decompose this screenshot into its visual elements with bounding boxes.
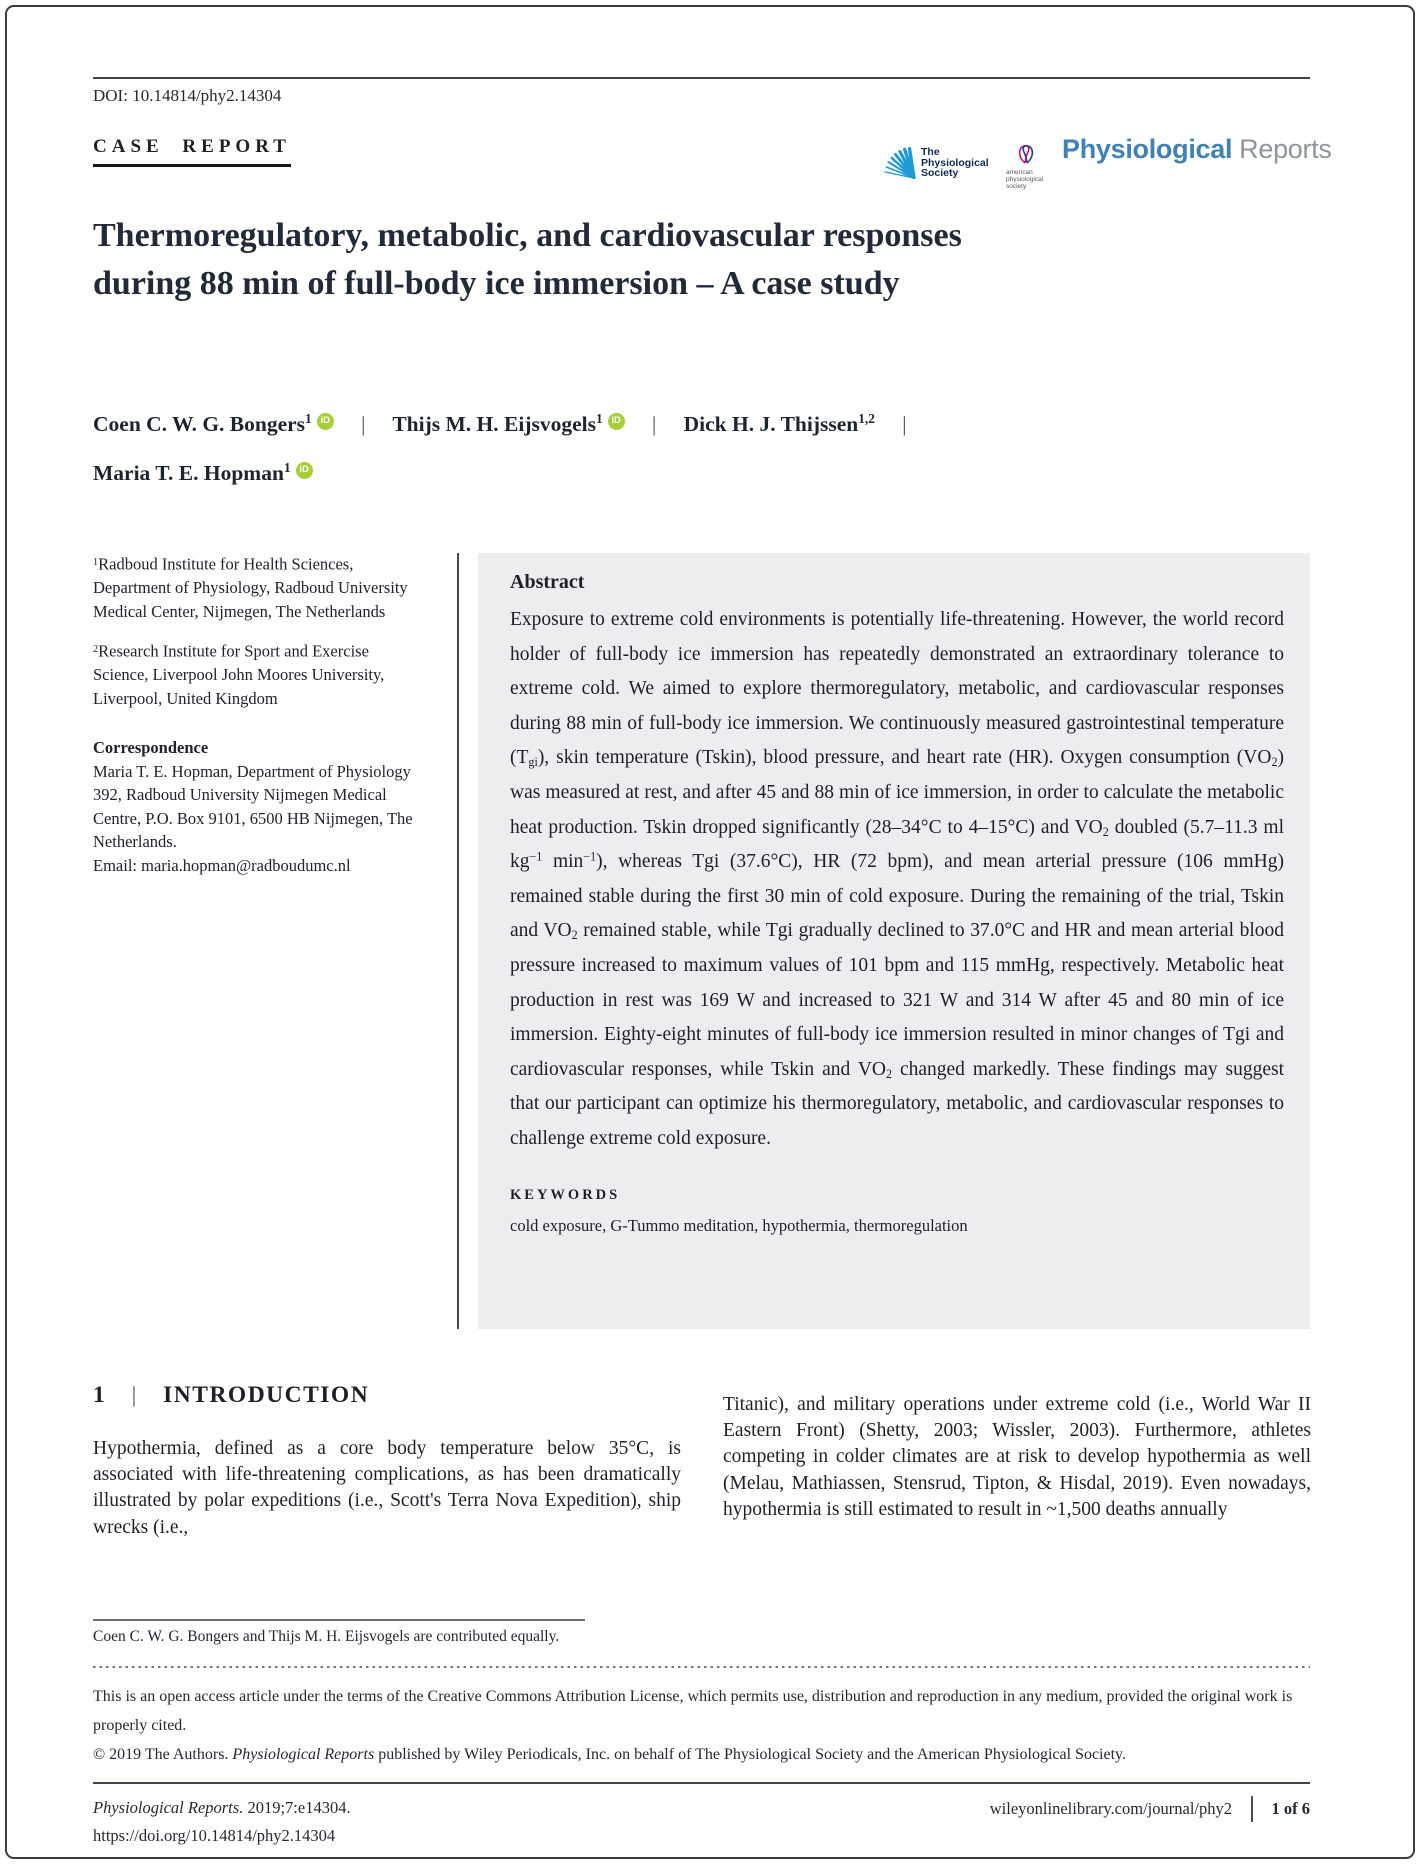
author-separator: |	[652, 412, 657, 437]
authors-block	[93, 404, 1273, 502]
section-title: INTRODUCTION	[163, 1382, 370, 1408]
aps-name	[1006, 170, 1052, 190]
footer-right	[990, 1796, 1310, 1822]
orcid-icon[interactable]: iD	[608, 413, 625, 430]
article-title	[93, 212, 1273, 308]
section-separator: |	[131, 1382, 137, 1407]
society-name-line2: Physiological	[921, 156, 989, 169]
section-number: 1	[93, 1382, 105, 1408]
journal-name-secondary: Reports	[1239, 134, 1332, 164]
article-type-label: CASE REPORT	[93, 136, 291, 167]
journal-logo	[1062, 134, 1332, 165]
authors-row-1	[93, 404, 1273, 439]
abstract-panel	[478, 553, 1310, 1329]
dashed-divider	[93, 1666, 1310, 1668]
aps-swirl-icon	[1014, 152, 1038, 169]
affiliation-1: $^1$Radboud Institute for Health Sciences, Department of Physiology, Radboud University Medical Center, Nijmegen, The Netherlands	[93, 554, 408, 621]
intro-column-left: Hypothermia, defined as a core body temperature below 35°C, is associated with life-threatening complications, as has been dramatically illustrated by polar expeditions (i.e., Scott's Terra Nova Expedition), ship wrecks (i.e.,	[93, 1438, 681, 1538]
journal-name-primary: Physiological	[1062, 134, 1233, 164]
abstract-heading: Abstract	[510, 571, 585, 593]
citation-doi[interactable]: https://doi.org/10.14814/phy2.14304	[93, 1825, 336, 1845]
page-indicator: 1 of 6	[1271, 1799, 1310, 1818]
equal-contribution-rule	[93, 1619, 585, 1621]
author-affiliation-sup: 1	[595, 411, 603, 426]
american-physiological-society-logo	[1000, 143, 1052, 190]
correspondence-email[interactable]: Email: maria.hopman@radboudumc.nl	[93, 855, 351, 875]
author-affiliation-sup: 1	[305, 411, 312, 426]
header-rule	[93, 77, 1310, 79]
footer-journal-url[interactable]: wileyonlinelibrary.com/journal/phy2	[989, 1799, 1232, 1818]
copyright-text: © 2019 The Authors. Physiological Reports published by Wiley Periodicals, Inc. on behalf of The Physiological Society and the American Physiological Society.	[93, 1746, 1126, 1763]
footer-rule	[93, 1782, 1310, 1784]
article-title-line1: Thermoregulatory, metabolic, and cardiovascular responses	[93, 217, 962, 254]
correspondence-heading: Correspondence	[93, 738, 209, 758]
author-separator: |	[361, 412, 366, 437]
abstract-text: Exposure to extreme cold environments is potentially life-threatening. However, the world record holder of full-body ice immersion has repeatedly demonstrated an extraordinary tolerance to extreme cold. We aimed to explore thermoregulatory, metabolic, and cardiovascular responses during 88 min of full-body ice immersion. We continuously measured gastrointestinal temperature $(T_{gi})$, skin temperature (Tskin), blood pressure, and heart rate (HR). Oxygen consumption $(VO_2)$ was measured at rest, and after 45 and 88 min of ice immersion, in order to calculate the metabolic heat production. Tskin dropped significantly (28–34°C to 4–15°C) and $VO_2$ doubled (5.7–11.3 ml $kg^{-1}$ $\min^{-1}$), whereas Tgi (37.6°C), HR (72 bpm), and mean arterial pressure (106 mmHg) remained stable during the first 30 min of cold exposure. During the remaining of the trial, Tskin and $VO_2$ remained stable, while Tgi gradually declined to 37.0°C and HR and mean arterial blood pressure increased to maximum values of 101 bpm and 115 mmHg, respectively. Metabolic heat production in rest was 169 W and increased to 321 W and 314 W after 45 and 80 min of ice immersion. Eighty-eight minutes of full-body ice immersion resulted in minor changes of Tgi and cardiovascular responses, while Tskin and $VO_2$ changed markedly. These findings may suggest that our participant can optimize his thermoregulatory, metabolic, and cardiovascular responses to challenge extreme cold exposure.	[510, 609, 1284, 1149]
citation-line: Physiological Reports. 2019;7:e14304.	[93, 1798, 351, 1817]
fan-icon	[884, 147, 916, 184]
correspondence-text: Maria T. E. Hopman, Department of Physiology 392, Radboud University Nijmegen Medical Centre, P.O. Box 9101, 6500 HB Nijmegen, The Netherlands.	[93, 761, 413, 852]
society-name-line3: Society	[921, 167, 959, 179]
author-affiliation-sup: 1,2	[858, 411, 875, 426]
author-affiliation-sup: 1	[283, 460, 291, 476]
keywords-heading: KEYWORDS	[510, 1186, 621, 1203]
physiological-society-logo	[884, 147, 989, 184]
citation-block	[93, 1794, 351, 1849]
society-name-line1: The	[921, 146, 940, 158]
section-heading-introduction	[93, 1382, 369, 1409]
aps-name-line3: society	[1006, 182, 1027, 190]
doi-text: DOI: 10.14814/phy2.14304	[93, 86, 282, 105]
author-separator: |	[902, 412, 907, 437]
author-name: Thijs M. H. Eijsvogels$^1$ iD	[392, 412, 624, 436]
author-name: Maria T. E. Hopman$^1$ iD	[93, 461, 313, 485]
footer-separator	[1251, 1796, 1253, 1822]
orcid-icon[interactable]: iD	[296, 462, 313, 479]
aps-name-line1: american	[1006, 169, 1033, 176]
column-divider	[457, 553, 459, 1329]
orcid-icon[interactable]: iD	[317, 413, 334, 430]
aps-name-line2: physiological	[1006, 175, 1044, 183]
authors-row-2	[93, 453, 1273, 488]
author-name: Coen C. W. G. Bongers$^1$ iD	[93, 412, 334, 436]
author-name: Dick H. J. Thijssen$^{1,2}$	[683, 411, 875, 437]
keywords-text: cold exposure, G-Tummo meditation, hypothermia, thermoregulation	[510, 1215, 968, 1235]
affiliations-panel	[93, 551, 423, 877]
license-block	[93, 1682, 1345, 1769]
intro-column-right: Titanic), and military operations under extreme cold (i.e., World War II Eastern Front) (Shetty, 2003; Wissler, 2003). Furthermore, athletes competing in colder climates are at risk to develop hypothermia as well (Melau, Mathiassen, Stensrud, Tipton, & Hisdal, 2019). Even nowadays, hypothermia is still estimated to result in ~1,500 deaths annually	[723, 1394, 1311, 1520]
affiliation-2: $^2$Research Institute for Sport and Exercise Science, Liverpool John Moores University, Liverpool, United Kingdom	[93, 641, 385, 708]
license-text: This is an open access article under the terms of the Creative Commons Attribution License, which permits use, distribution and reproduction in any medium, provided the original work is properly cited.	[93, 1688, 1293, 1734]
equal-contribution-note: Coen C. W. G. Bongers and Thijs M. H. Eijsvogels are contributed equally.	[93, 1628, 560, 1645]
article-title-line2: during 88 min of full-body ice immersion – A case study	[93, 265, 900, 302]
physiological-society-name	[921, 147, 989, 184]
